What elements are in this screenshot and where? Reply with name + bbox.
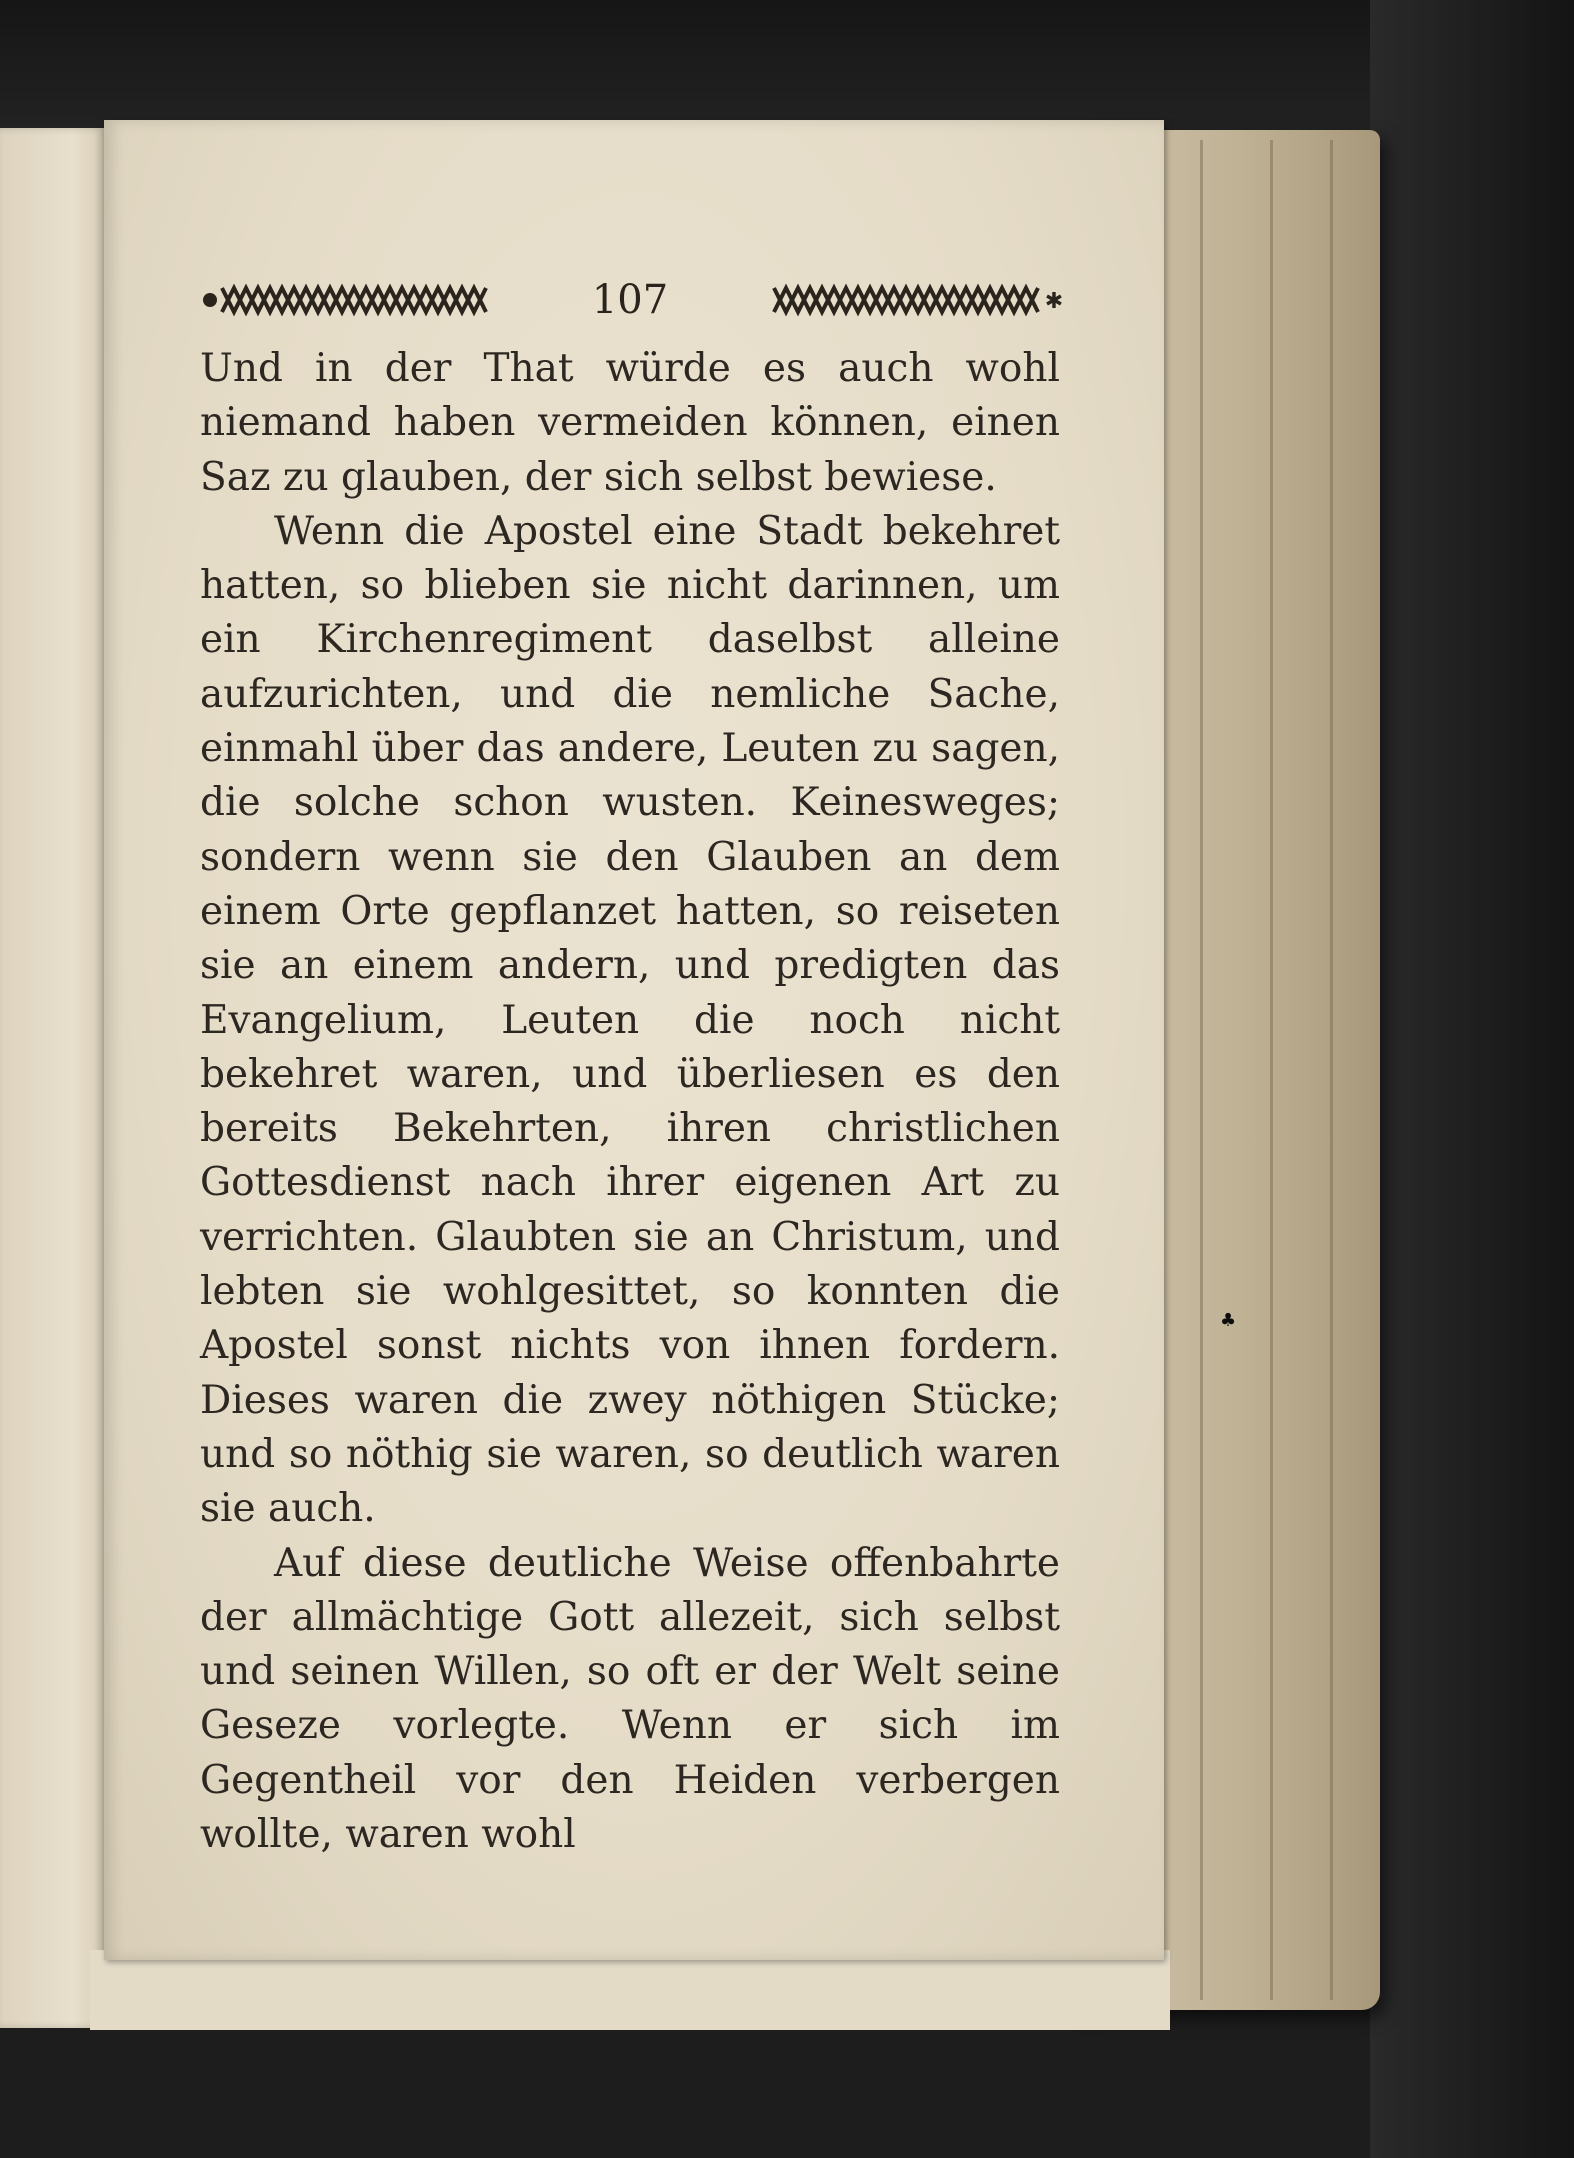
ornament-left-icon bbox=[200, 282, 500, 318]
dark-background-top bbox=[0, 0, 1574, 140]
page-number: 107 bbox=[591, 277, 669, 323]
svg-text:✱: ✱ bbox=[1044, 289, 1064, 314]
ornament-right-icon bbox=[764, 282, 1064, 318]
dark-background-right bbox=[1370, 0, 1574, 2158]
paragraph-1: Und in der That würde es auch wohl niemand haben vermeiden können, einen Saz zu glauben, der sich selbst bewiese. bbox=[200, 346, 1060, 500]
paragraph-2: Wenn die Apostel eine Stadt bekehret hatten, so blieben sie nicht darinnen, um ein Kirchenregiment daselbst alleine aufzurichten, und die nemliche Sache, einmahl über das andere, Leuten zu sagen, die solche schon wusten. Keinesweges; sondern wenn sie den Glauben an dem einem Orte gepflanzet hatten, so reiseten sie an einem andern, und predigten das Evangelium, Leuten die noch nicht bekehret waren, und überliesen es den bereits Bekehrten, ihren christlichen Gottesdienst nach ihrer eigenen Art zu verrichten. Glaubten sie an Christum, und lebten sie wohlgesittet, so konnten die Apostel sonst nichts von ihnen fordern. Dieses waren die zwey nöthigen Stücke; und so nöthig sie waren, so deutlich waren sie auch. bbox=[200, 508, 1060, 1532]
running-header bbox=[200, 270, 1064, 330]
facing-left-page bbox=[0, 128, 104, 2028]
underlying-page-strip bbox=[90, 1950, 1170, 2030]
ink-speck: ♣ bbox=[1220, 1310, 1237, 1331]
body-text bbox=[200, 342, 1060, 1862]
book-page bbox=[104, 120, 1164, 1960]
paragraph-3: Auf diese deutliche Weise offenbahrte der allmächtige Gott allezeit, sich selbst und seinen Willen, so oft er der Welt seine Geseze vorlegte. Wenn er sich im Gegentheil vor den Heiden verbergen wollte, waren wohl bbox=[200, 1540, 1060, 1858]
